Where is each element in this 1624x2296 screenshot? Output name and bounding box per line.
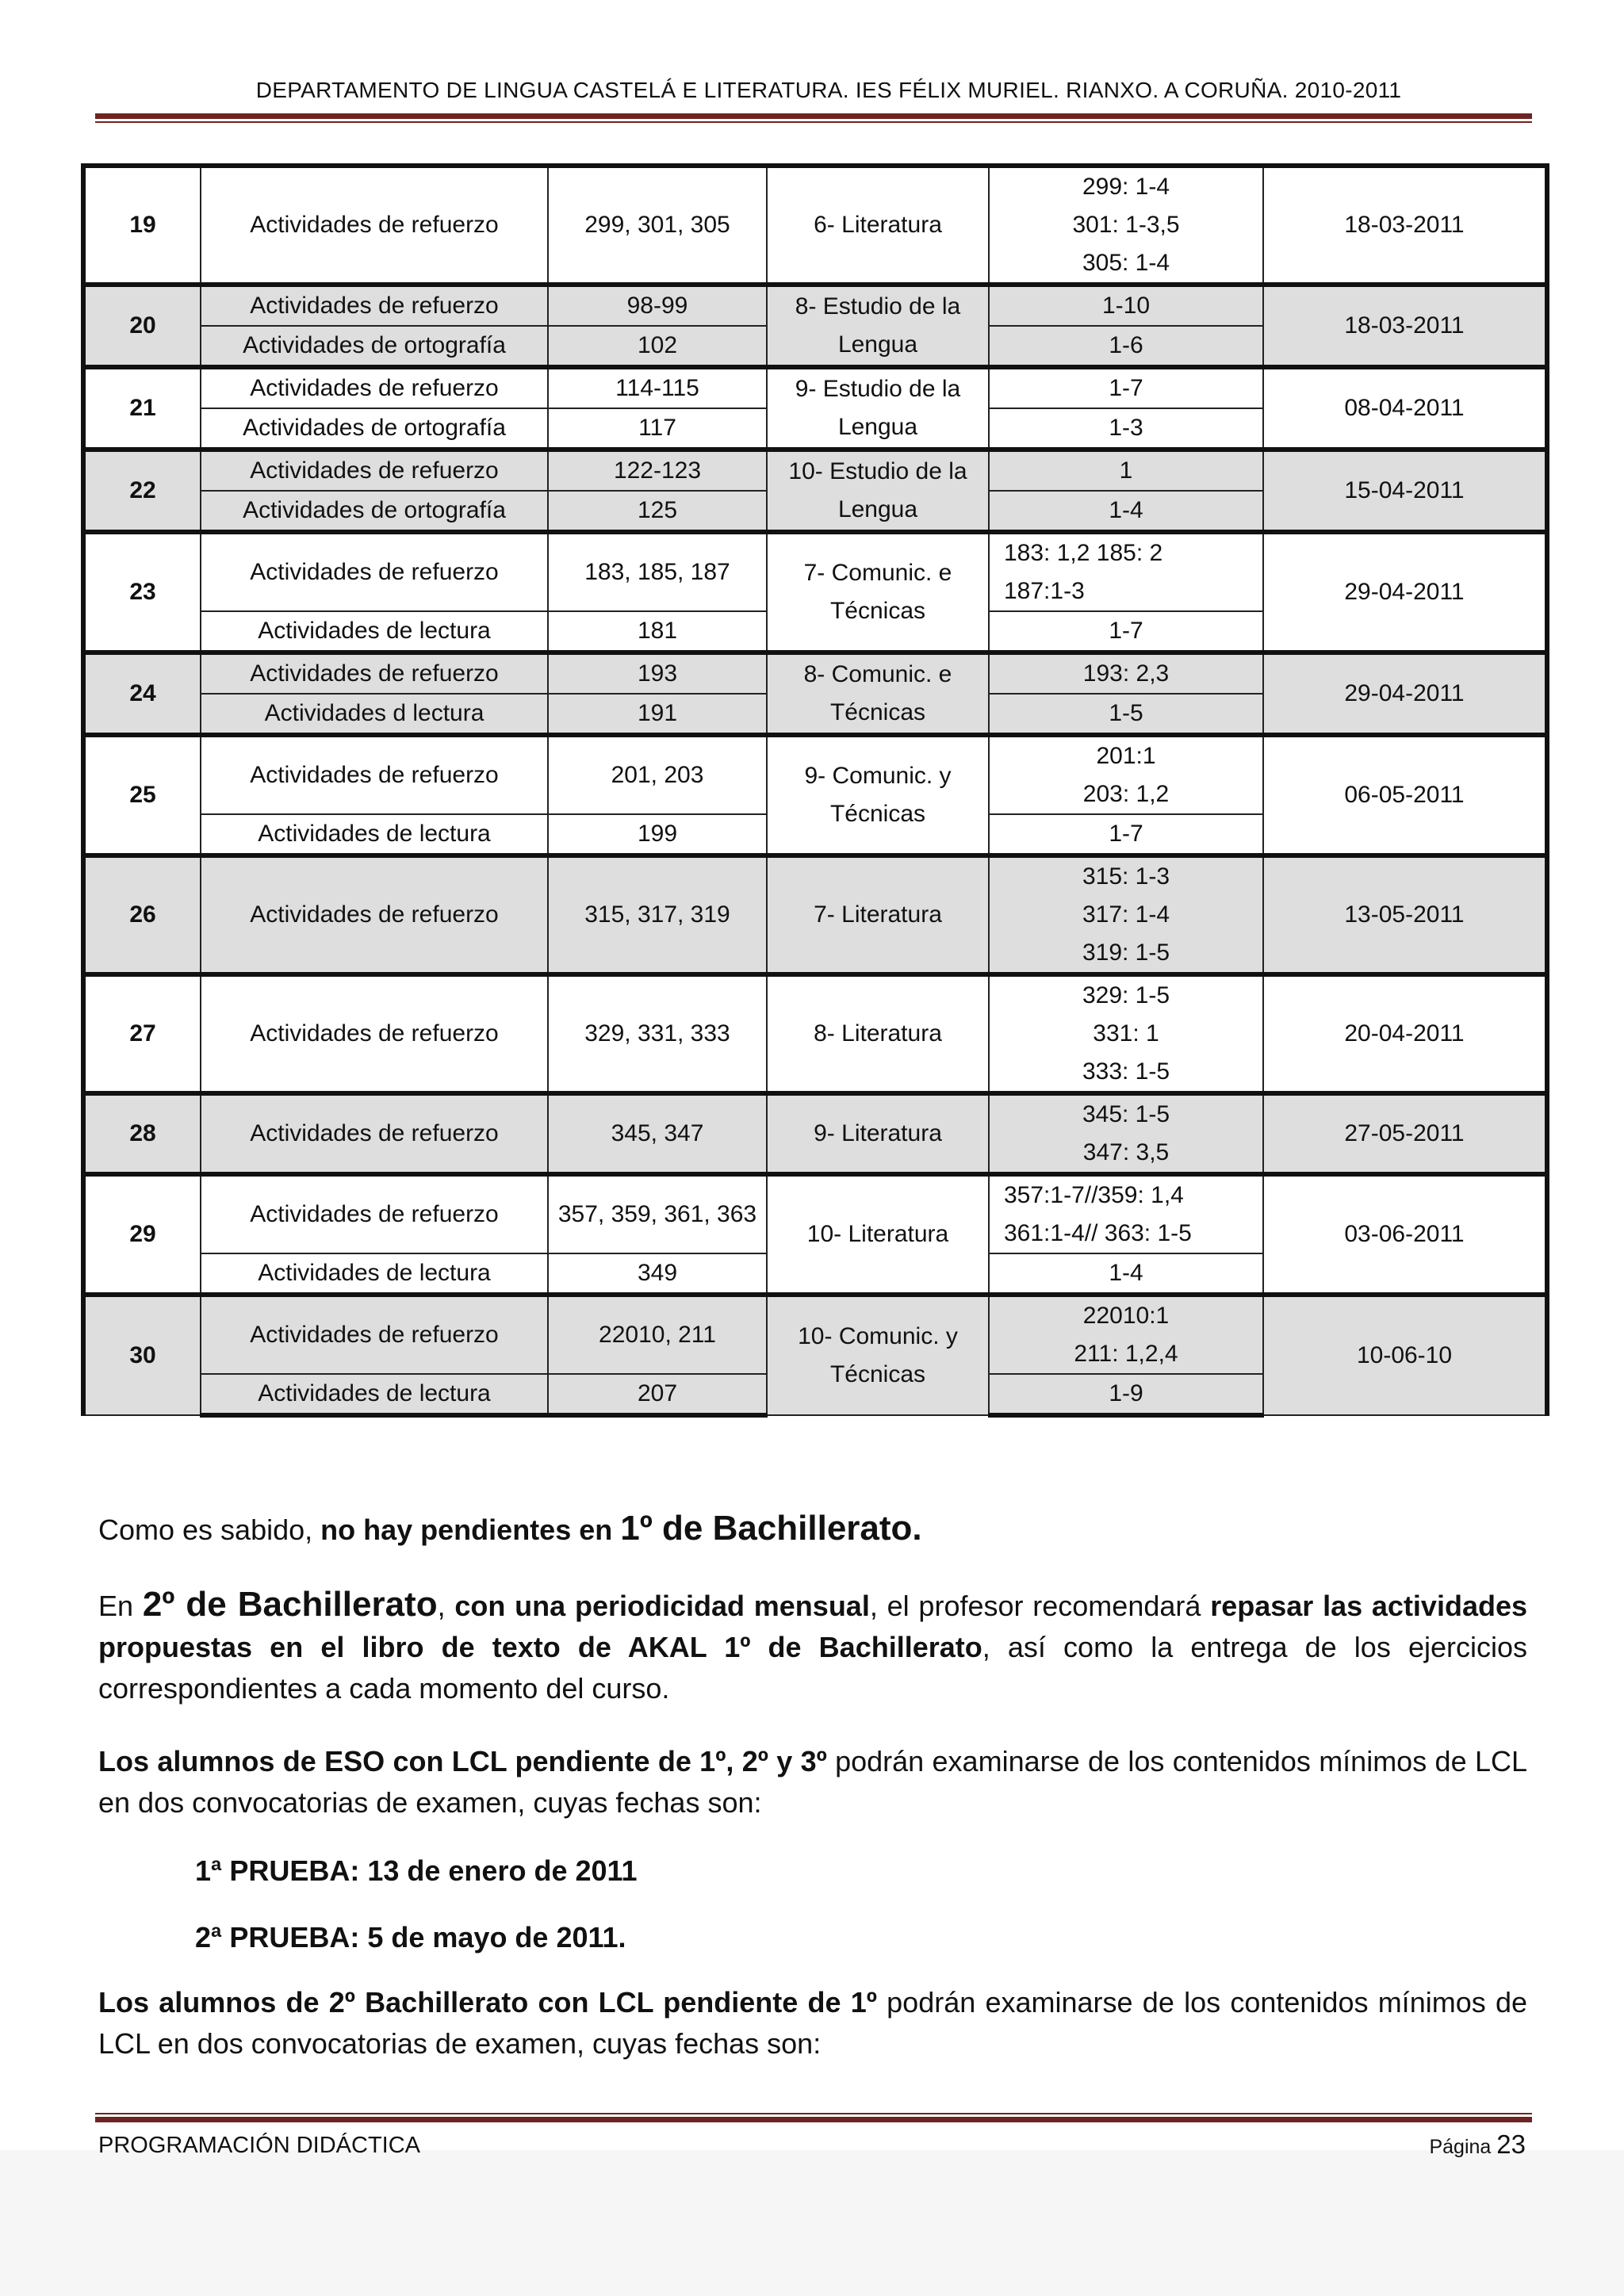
- topic-cell: 7- Comunic. e Técnicas: [767, 532, 989, 652]
- exercise-line: 345: 1-5: [1082, 1101, 1170, 1127]
- activity-cell: Actividades de lectura: [201, 814, 548, 855]
- topic-cell: 10- Literatura: [767, 1174, 989, 1295]
- exercise-line: 211: 1,2,4: [1074, 1341, 1178, 1367]
- page-header: DEPARTAMENTO DE LINGUA CASTELÁ E LITERATURA. IES FÉLIX MURIEL. RIANXO. A CORUÑA. 2010-2011: [255, 78, 1402, 102]
- exercises-cell: [989, 1374, 1263, 1415]
- activity-cell: Actividades de ortografía: [201, 491, 548, 532]
- topic-cell: 9- Estudio de la Lengua: [767, 367, 989, 450]
- pages-cell: 22010, 211: [548, 1295, 767, 1374]
- exercise-line: 333: 1-5: [1082, 1058, 1170, 1085]
- topic-cell: 7- Literatura: [767, 855, 989, 974]
- exercise-line: 183: 1,2 185: 2: [1004, 540, 1163, 566]
- exercise-line: 187:1-3: [1004, 578, 1085, 604]
- activity-cell: Actividades de refuerzo: [201, 1295, 548, 1374]
- row-number: 23: [83, 532, 201, 652]
- table-row: [83, 367, 1547, 408]
- exercise-line: 305: 1-4: [1082, 250, 1170, 276]
- exercises-cell: [989, 166, 1263, 285]
- activity-cell: Actividades de refuerzo: [201, 532, 548, 611]
- footer-title: PROGRAMACIÓN DIDÁCTICA: [98, 2133, 421, 2158]
- date-cell: 29-04-2011: [1263, 652, 1547, 735]
- pages-cell: 183, 185, 187: [548, 532, 767, 611]
- exercises-cell: [989, 367, 1263, 408]
- table-row: [83, 532, 1547, 611]
- exercise-line: 22010:1: [1082, 1303, 1170, 1329]
- row-number: 30: [83, 1295, 201, 1415]
- paragraph-2-bachillerato: En 2º de Bachillerato, con una periodicidad mensual, el profesor recomendará repasar las actividades propuestas en el libro de texto de AKAL 1º de Bachillerato, así como la entrega de los ejercicios correspondientes a cada momento del curso.: [98, 1585, 1528, 1705]
- exercise-line: 193: 2,3: [1082, 660, 1170, 687]
- exercise-line: 1-4: [1109, 1260, 1143, 1286]
- pages-cell: 102: [548, 326, 767, 367]
- activity-cell: Actividades de ortografía: [201, 326, 548, 367]
- activity-cell: Actividades de refuerzo: [201, 974, 548, 1093]
- exercise-line: 301: 1-3,5: [1072, 212, 1180, 238]
- date-cell: 18-03-2011: [1263, 285, 1547, 367]
- exercise-line: 1-7: [1109, 375, 1143, 401]
- row-number: 25: [83, 735, 201, 855]
- exercise-line: 1-7: [1109, 618, 1143, 644]
- exercises-cell: [989, 1253, 1263, 1295]
- table-row: [83, 1174, 1547, 1253]
- row-number: 27: [83, 974, 201, 1093]
- activity-cell: Actividades de refuerzo: [201, 1093, 548, 1174]
- topic-cell: 6- Literatura: [767, 166, 989, 285]
- activity-cell: Actividades de refuerzo: [201, 450, 548, 491]
- exercises-cell: [989, 611, 1263, 652]
- exercises-cell: [989, 814, 1263, 855]
- topic-cell: 9- Comunic. y Técnicas: [767, 735, 989, 855]
- exercise-line: 1: [1119, 457, 1133, 484]
- row-number: 28: [83, 1093, 201, 1174]
- table-row: [83, 1295, 1547, 1374]
- row-number: 19: [83, 166, 201, 285]
- footer-background: [0, 2150, 1624, 2296]
- exercise-line: 1-6: [1109, 332, 1143, 358]
- topic-cell: 10- Comunic. y Técnicas: [767, 1295, 989, 1415]
- exercise-line: 315: 1-3: [1082, 863, 1170, 890]
- exercise-line: 1-4: [1109, 497, 1143, 523]
- table-row: [83, 166, 1547, 285]
- activity-cell: Actividades de refuerzo: [201, 166, 548, 285]
- exercises-cell: [989, 652, 1263, 694]
- paragraph-bachillerato-pendientes: Los alumnos de 2º Bachillerato con LCL pendiente de 1º podrán examinarse de los contenidos mínimos de LCL en dos convocatorias de examen, cuyas fechas son:: [98, 1986, 1527, 2060]
- topic-cell: 8- Estudio de la Lengua: [767, 285, 989, 367]
- activity-cell: Actividades de refuerzo: [201, 285, 548, 326]
- pages-cell: 114-115: [548, 367, 767, 408]
- row-number: 26: [83, 855, 201, 974]
- date-cell: 03-06-2011: [1263, 1174, 1547, 1295]
- activities-table: [81, 163, 1549, 1418]
- prueba-2: 2ª PRUEBA: 5 de mayo de 2011.: [195, 1921, 626, 1954]
- date-cell: 18-03-2011: [1263, 166, 1547, 285]
- exercises-cell: [989, 974, 1263, 1093]
- pages-cell: 98-99: [548, 285, 767, 326]
- exercise-line: 1-7: [1109, 821, 1143, 847]
- pages-cell: 357, 359, 361, 363: [548, 1174, 767, 1253]
- activity-cell: Actividades de refuerzo: [201, 367, 548, 408]
- footer-rule: [95, 2113, 1532, 2122]
- exercise-line: 299: 1-4: [1082, 174, 1170, 200]
- row-number: 22: [83, 450, 201, 532]
- pages-cell: 117: [548, 408, 767, 450]
- pages-cell: 299, 301, 305: [548, 166, 767, 285]
- topic-cell: 9- Literatura: [767, 1093, 989, 1174]
- exercises-cell: [989, 735, 1263, 814]
- paragraph-eso-pendientes: Los alumnos de ESO con LCL pendiente de 1º, 2º y 3º podrán examinarse de los contenidos mínimos de LCL en dos convocatorias de examen, cuyas fechas son:: [98, 1745, 1527, 1819]
- pages-cell: 201, 203: [548, 735, 767, 814]
- exercise-line: 347: 3,5: [1082, 1139, 1170, 1165]
- row-number: 24: [83, 652, 201, 735]
- date-cell: 15-04-2011: [1263, 450, 1547, 532]
- table-row: [83, 735, 1547, 814]
- page-number: Página 23: [1429, 2130, 1526, 2159]
- exercise-line: 1-5: [1109, 700, 1143, 726]
- exercises-cell: [989, 694, 1263, 735]
- topic-cell: 8- Literatura: [767, 974, 989, 1093]
- date-cell: 10-06-10: [1263, 1295, 1547, 1415]
- pages-cell: 345, 347: [548, 1093, 767, 1174]
- date-cell: 08-04-2011: [1263, 367, 1547, 450]
- activity-cell: Actividades de refuerzo: [201, 855, 548, 974]
- exercise-line: 1-3: [1109, 415, 1143, 441]
- exercises-cell: [989, 491, 1263, 532]
- activity-cell: Actividades de lectura: [201, 1374, 548, 1415]
- table-row: [83, 1093, 1547, 1174]
- table-row: [83, 285, 1547, 326]
- exercises-cell: [989, 285, 1263, 326]
- pages-cell: 329, 331, 333: [548, 974, 767, 1093]
- row-number: 20: [83, 285, 201, 367]
- row-number: 29: [83, 1174, 201, 1295]
- exercise-line: 361:1-4// 363: 1-5: [1004, 1220, 1192, 1246]
- exercises-cell: [989, 450, 1263, 491]
- table-row: [83, 450, 1547, 491]
- exercise-line: 201:1: [1096, 743, 1156, 769]
- exercise-line: 1-9: [1109, 1380, 1143, 1406]
- exercise-line: 319: 1-5: [1082, 939, 1170, 966]
- exercises-cell: [989, 1174, 1263, 1253]
- pages-cell: 191: [548, 694, 767, 735]
- activity-cell: Actividades de refuerzo: [201, 652, 548, 694]
- topic-cell: 8- Comunic. e Técnicas: [767, 652, 989, 735]
- activity-cell: Actividades de refuerzo: [201, 735, 548, 814]
- exercise-line: 331: 1: [1093, 1020, 1159, 1047]
- row-number: 21: [83, 367, 201, 450]
- date-cell: 29-04-2011: [1263, 532, 1547, 652]
- exercise-line: 203: 1,2: [1082, 781, 1170, 807]
- pages-cell: 199: [548, 814, 767, 855]
- activity-cell: Actividades d lectura: [201, 694, 548, 735]
- activity-cell: Actividades de lectura: [201, 611, 548, 652]
- date-cell: 20-04-2011: [1263, 974, 1547, 1093]
- exercises-cell: [989, 855, 1263, 974]
- exercises-cell: [989, 532, 1263, 611]
- activity-cell: Actividades de lectura: [201, 1253, 548, 1295]
- exercises-cell: [989, 1295, 1263, 1374]
- pages-cell: 207: [548, 1374, 767, 1415]
- prueba-1: 1ª PRUEBA: 13 de enero de 2011: [195, 1854, 638, 1887]
- table-row: [83, 652, 1547, 694]
- pages-cell: 315, 317, 319: [548, 855, 767, 974]
- exercise-line: 317: 1-4: [1082, 901, 1170, 928]
- exercises-cell: [989, 1093, 1263, 1174]
- pages-cell: 349: [548, 1253, 767, 1295]
- table-row: [83, 974, 1547, 1093]
- exercise-line: 1-10: [1101, 293, 1151, 319]
- topic-cell: 10- Estudio de la Lengua: [767, 450, 989, 532]
- exercise-line: 357:1-7//359: 1,4: [1004, 1182, 1184, 1208]
- date-cell: 27-05-2011: [1263, 1093, 1547, 1174]
- date-cell: 13-05-2011: [1263, 855, 1547, 974]
- exercises-cell: [989, 408, 1263, 450]
- pages-cell: 193: [548, 652, 767, 694]
- table-row: [83, 855, 1547, 974]
- pages-cell: 122-123: [548, 450, 767, 491]
- pages-cell: 181: [548, 611, 767, 652]
- activity-cell: Actividades de refuerzo: [201, 1174, 548, 1253]
- header-rule: [95, 113, 1532, 123]
- activity-cell: Actividades de ortografía: [201, 408, 548, 450]
- paragraph-no-pendientes: Como es sabido, no hay pendientes en 1º de Bachillerato.: [98, 1509, 922, 1548]
- exercises-cell: [989, 326, 1263, 367]
- exercise-line: 329: 1-5: [1082, 982, 1170, 1008]
- date-cell: 06-05-2011: [1263, 735, 1547, 855]
- pages-cell: 125: [548, 491, 767, 532]
